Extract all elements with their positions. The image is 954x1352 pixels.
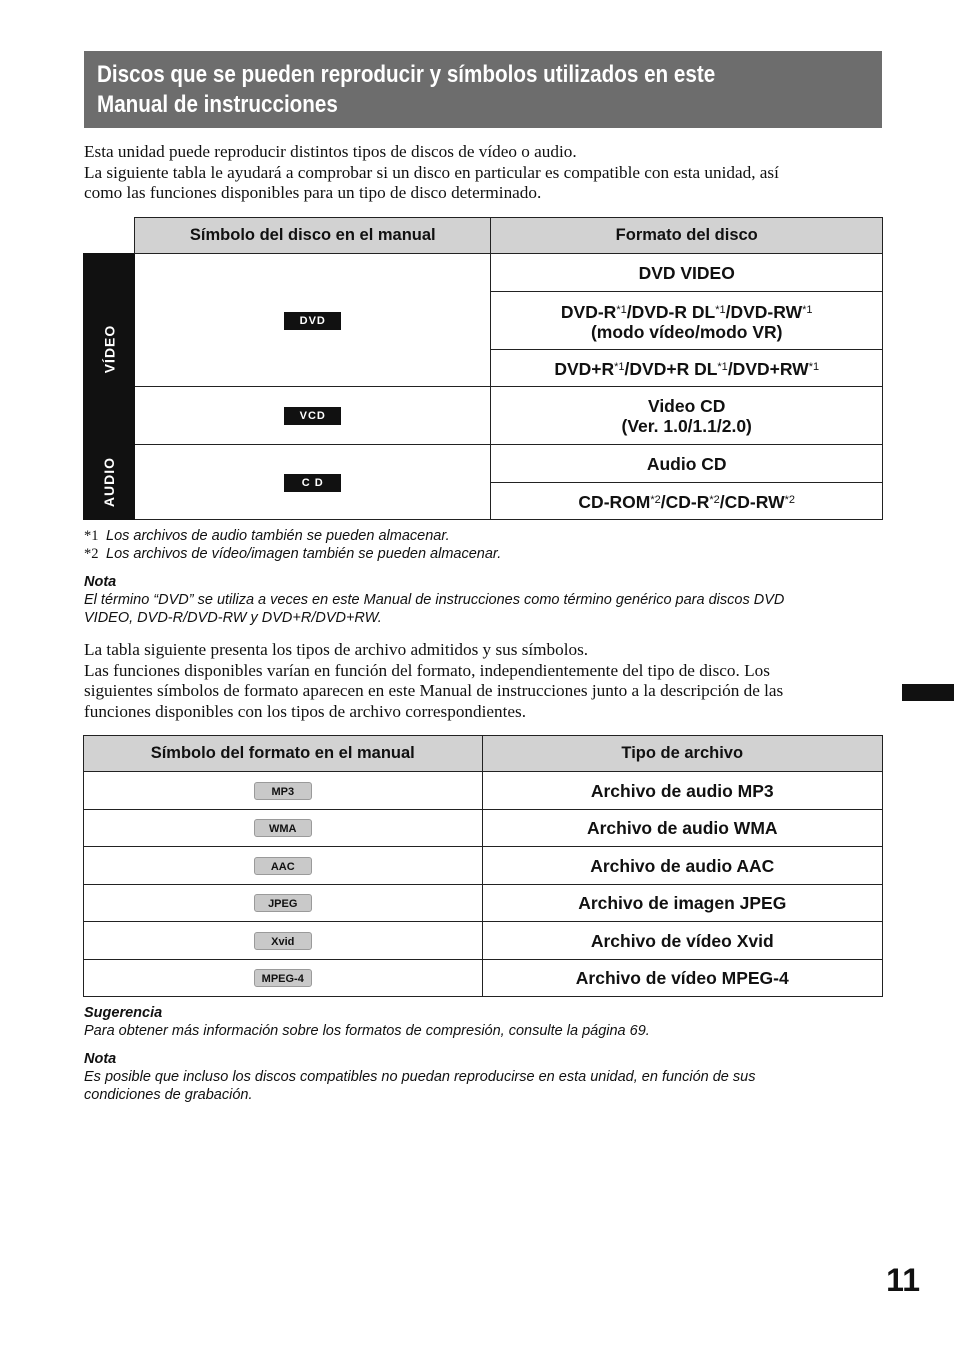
para-line: siguientes símbolos de formato aparecen en este Manual de instrucciones junto a la descripción de las xyxy=(84,681,784,701)
footnote: *1 Los archivos de audio también se pueden almacenar. xyxy=(84,528,450,544)
aac-icon: AAC xyxy=(254,857,312,875)
note-heading: Nota xyxy=(84,1051,117,1067)
table-row xyxy=(84,885,883,922)
section-title-line-2: Manual de instrucciones xyxy=(97,91,338,118)
table-row xyxy=(84,922,883,960)
tip-heading: Sugerencia xyxy=(84,1005,163,1021)
mpeg4-icon: MPEG-4 xyxy=(254,969,312,987)
format-dvd-video: DVD VIDEO xyxy=(491,254,883,292)
page-number: 11 xyxy=(886,1262,920,1298)
tip-block xyxy=(84,1004,884,1040)
para-line: La tabla siguiente presenta los tipos de archivo admitidos y sus símbolos. xyxy=(84,640,589,659)
wma-icon: WMA xyxy=(254,819,312,837)
table-row xyxy=(84,847,883,885)
para-line: funciones disponibles con los tipos de archivo correspondientes. xyxy=(84,701,527,721)
intro-line: como las funciones disponibles para un tipo de disco determinado. xyxy=(84,183,542,203)
dvd-symbol-cell xyxy=(135,254,491,387)
cd-icon: C D xyxy=(284,474,341,492)
note-text: Es posible que incluso los discos compatibles no puedan reproducirse en esta unidad, en función de sus xyxy=(84,1069,756,1085)
section-title-banner xyxy=(84,51,882,128)
section-title-line-1: Discos que se pueden reproducir y símbolos utilizados en este xyxy=(97,61,716,88)
vcd-symbol-cell xyxy=(135,387,491,445)
file-type-cell: Archivo de vídeo MPEG-4 xyxy=(482,960,883,997)
vcd-icon: VCD xyxy=(284,407,341,425)
table-row xyxy=(84,810,883,847)
xvid-icon: Xvid xyxy=(254,932,312,950)
note-heading: Nota xyxy=(84,574,117,590)
disc-table xyxy=(83,217,883,520)
video-side-label: VÍDEO xyxy=(84,254,135,445)
audio-side-label: AUDIO xyxy=(84,445,135,520)
tip-text: Para obtener más información sobre los formatos de compresión, consulte la página 69. xyxy=(84,1023,650,1039)
format-audio-cd: Audio CD xyxy=(491,445,883,483)
disc-format-header: Formato del disco xyxy=(491,218,883,254)
format-table xyxy=(83,735,883,997)
intro-line: La siguiente tabla le ayudará a comprobar si un disco en particular es compatible con esta unidad, así xyxy=(84,162,779,182)
file-type-cell: Archivo de imagen JPEG xyxy=(482,885,883,922)
cd-symbol-cell xyxy=(135,445,491,520)
note-text: VIDEO, DVD-R/DVD-RW y DVD+R/DVD+RW. xyxy=(84,610,382,626)
chapter-tab-marker xyxy=(902,684,954,701)
note-block-1 xyxy=(84,573,884,627)
file-types-paragraph xyxy=(84,640,884,722)
footnotes xyxy=(84,527,884,563)
format-dvd-r: DVD-$R^{*1}/DVD-R$ DL$^{*1}$/DVD-RW$^{*1}$ (modo vídeo/modo VR) xyxy=(491,292,883,350)
intro-line: Esta unidad puede reproducir distintos tipos de discos de vídeo o audio. xyxy=(84,142,577,161)
dvd-icon: DVD xyxy=(284,312,341,330)
note-block-2 xyxy=(84,1050,884,1104)
file-type-cell: Archivo de audio WMA xyxy=(482,810,883,847)
file-type-cell: Archivo de vídeo Xvid xyxy=(482,922,883,960)
table-corner xyxy=(84,218,135,254)
note-text: El término “DVD” se utiliza a veces en este Manual de instrucciones como término genérico para discos DVD xyxy=(84,592,785,608)
intro-paragraph xyxy=(84,142,884,204)
file-type-cell: Archivo de audio AAC xyxy=(482,847,883,885)
note-text: condiciones de grabación. xyxy=(84,1087,253,1103)
format-cd-rom: $CD-ROM^{*2}/CD-R^{*2}/CD-RW^{*2}$ xyxy=(491,483,883,520)
format-video-cd: Video CD (Ver. 1.0/1.1/2.0) xyxy=(491,387,883,445)
file-type-cell: Archivo de audio MP3 xyxy=(482,772,883,810)
footnote: *2 Los archivos de vídeo/imagen también se pueden almacenar. xyxy=(84,546,502,562)
format-symbol-header: Símbolo del formato en el manual xyxy=(84,736,483,772)
file-type-header: Tipo de archivo xyxy=(482,736,883,772)
format-dvd-plus-r: $DVD+R^{*1}/DVD+R$ $DL^{*1}/DVD+RW^{*1}$ xyxy=(491,350,883,387)
table-row xyxy=(84,772,883,810)
table-row xyxy=(84,960,883,997)
para-line: Las funciones disponibles varían en función del formato, independientemente del tipo de disco. Los xyxy=(84,660,770,680)
jpeg-icon: JPEG xyxy=(254,894,312,912)
mp3-icon: MP3 xyxy=(254,782,312,800)
disc-symbol-header: Símbolo del disco en el manual xyxy=(135,218,491,254)
